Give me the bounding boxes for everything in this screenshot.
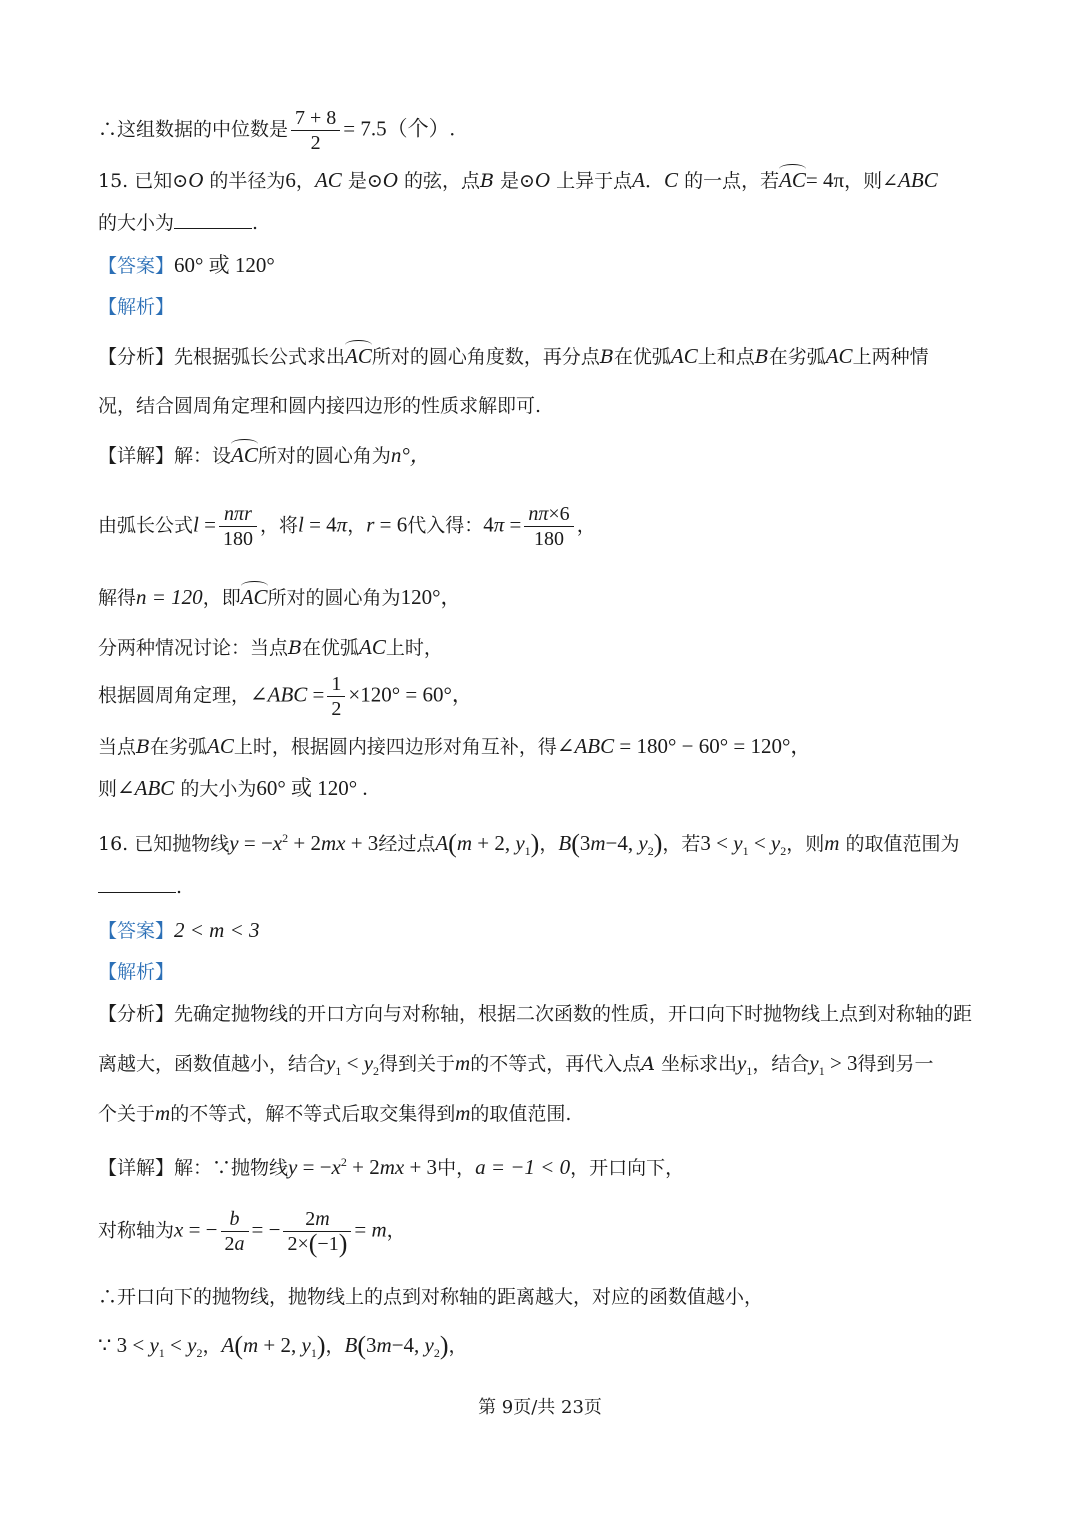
q15-detail-line6: 当点B在劣弧AC上时，根据圆内接四边形对角互补，得∠ABC = 180° − 60° = 120°， bbox=[98, 734, 812, 758]
answer-blank bbox=[174, 210, 252, 229]
q16-fenxi-line1: 【分析】先确定抛物线的开口方向与对称轴，根据二次函数的性质，开口向下时抛物线上点到对称轴的距 bbox=[98, 1003, 973, 1025]
q15-detail-line7: 则∠ABC 的大小为60° 或 120° . bbox=[98, 776, 368, 800]
q15-detail-line5: 根据圆周角定理，∠ABC = $\frac{1}{2}$ ×120° = 60°， bbox=[98, 673, 473, 720]
q16-stem-line1: 16. 已知抛物线$y = -x^2 + 2mx + 3$经过点A(m + 2, $y_1$)，B(3m−4, $y_2$)，若$3 < y_1 < y_2$，则m 的取值范围为 bbox=[98, 829, 960, 859]
q15-stem-line1: 15. 已知⊙O 的半径为6，AC 是⊙O 的弦，点B 是⊙O 上异于点A．C 的一点，若AC= 4π，则∠ABC bbox=[98, 168, 938, 192]
q16-fenxi-line2: 离越大，函数值越小，结合$y_1 < y_2$得到关于m的不等式，再代入点A 坐标求出$y_1$，结合$y_1 > 3$得到另一 bbox=[98, 1051, 934, 1079]
q15-analysis-tag: 【解析】 bbox=[98, 296, 175, 318]
answer-blank-16 bbox=[98, 874, 176, 893]
q15-detail-line2: 由弧长公式l = $\frac{\text{nπr}}{180}$ ，将l = 4π，r = 6代入得：4π = $\frac{n\pi\times 6}{180}$ ， bbox=[98, 503, 596, 550]
q15-detail-line3: 解得n = 120，即AC所对的圆心角为120°， bbox=[98, 585, 462, 609]
q16-detail-line4: ∵ $3 < y_1 < y_2$，A(m + 2, $y_1$)，B(3m−4, $y_2$)， bbox=[98, 1331, 468, 1361]
q15-fenxi-line1: 【分析】先根据弧长公式求出AC所对的圆心角度数，再分点B在优弧AC上和点B在劣弧AC上两种情 bbox=[98, 344, 929, 368]
q15-answer: 【答案】60° 或 120° bbox=[98, 253, 275, 277]
q16-analysis-tag: 【解析】 bbox=[98, 961, 175, 983]
q15-fenxi-line2: 况，结合圆周角定理和圆内接四边形的性质求解即可. bbox=[98, 395, 542, 417]
page-footer: 第 9页/共 23页 bbox=[478, 1397, 602, 1418]
q16-detail-line1: 【详解】解：∵抛物线$y = -x^2 + 2mx + 3$中，a = −1 < 0，开口向下， bbox=[98, 1155, 685, 1179]
q16-fenxi-line3: 个关于m的不等式，解不等式后取交集得到m的取值范围. bbox=[98, 1101, 572, 1125]
q15-detail-line1: 【详解】解：设AC所对的圆心角为n°， bbox=[98, 443, 431, 467]
q16-answer: 【答案】2 < m < 3 bbox=[98, 918, 260, 942]
q16-detail-line2: 对称轴为x = − $\frac{b}{2a}$ = − $\frac{2m}{2\times(-1)}$ = m， bbox=[98, 1208, 406, 1258]
median-conclusion: ∴这组数据的中位数是 $\frac{7 + 8}{2}$ = 7.5（个）. bbox=[98, 107, 455, 154]
q16-detail-line3: ∴开口向下的抛物线，抛物线上的点到对称轴的距离越大，对应的函数值越小， bbox=[98, 1286, 764, 1308]
q15-stem-line2: 的大小为 . bbox=[98, 212, 259, 234]
median-fraction: $\frac{7 + 8}{2}$ bbox=[291, 106, 340, 155]
q15-detail-line4: 分两种情况讨论：当点B在优弧AC上时， bbox=[98, 635, 443, 659]
q16-stem-line2: . bbox=[98, 874, 182, 899]
